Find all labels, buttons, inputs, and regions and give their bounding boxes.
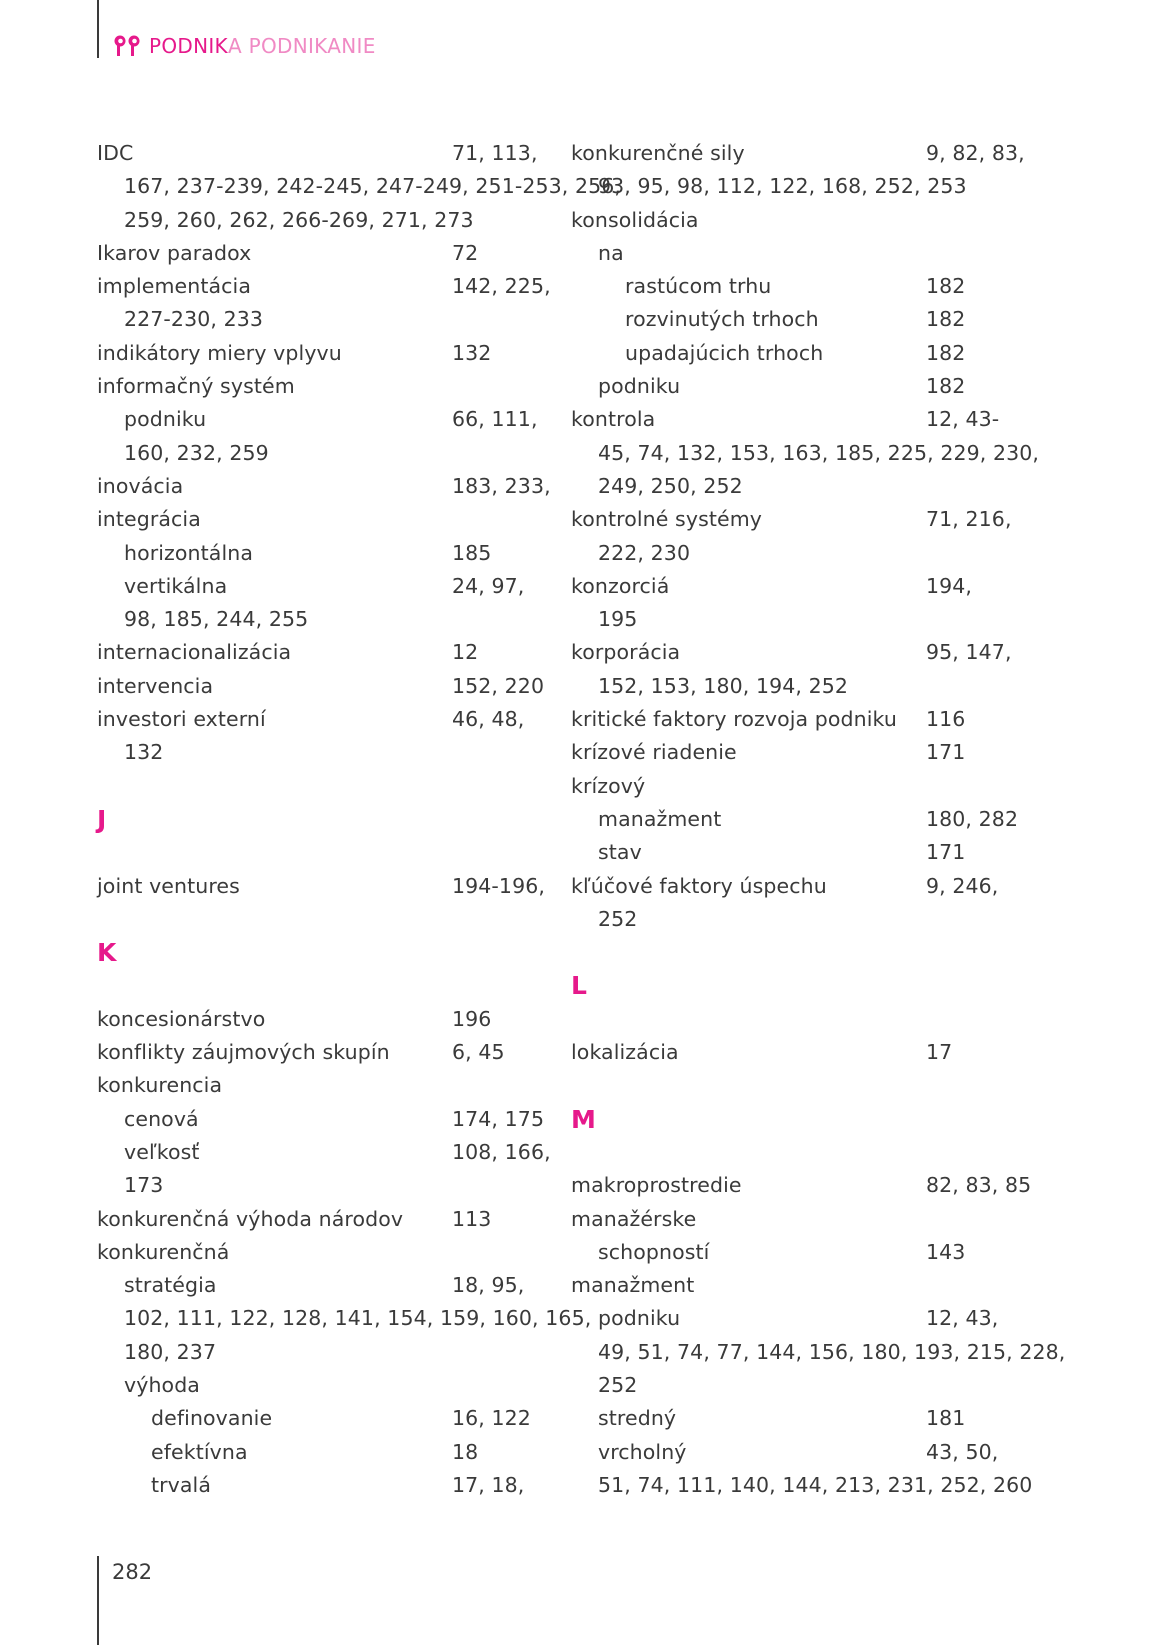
bottom-margin-rule: [97, 1556, 99, 1645]
spacer: [97, 770, 547, 803]
index-page-refs: 182: [926, 374, 966, 399]
index-entry-continuation: 132: [124, 740, 164, 765]
index-entry: [571, 870, 1021, 903]
index-subentry: [571, 1436, 1021, 1469]
index-page-refs: 71, 113,: [452, 141, 538, 165]
index-page-refs: 143: [926, 1239, 966, 1264]
index-term: definovanie: [151, 1406, 273, 1431]
index-subentry: [97, 403, 547, 436]
index-entry: [571, 770, 1021, 803]
index-term: vertikálna: [124, 573, 228, 598]
index-term: inovácia: [97, 473, 184, 498]
index-term: IDC: [97, 141, 134, 165]
index-term: stav: [598, 840, 642, 865]
index-page-refs: 182: [926, 307, 966, 332]
index-entry: [97, 270, 551, 303]
index-entry: [97, 370, 547, 403]
header-title-strong: PODNIK: [149, 34, 228, 58]
index-page-refs: 196: [452, 1006, 492, 1031]
index-column-right: [571, 137, 1066, 1502]
index-page-refs: 108, 166,: [452, 1139, 551, 1164]
index-term: konsolidácia: [571, 207, 699, 232]
index-page-refs: 17, 18,: [452, 1472, 525, 1497]
index-entry: [97, 470, 551, 503]
index-entry-continuation: 45, 74, 132, 153, 163, 185, 225, 229, 230,: [598, 440, 1040, 465]
index-term: rastúcom trhu: [625, 274, 772, 299]
index-entry-continuation: 49, 51, 74, 77, 144, 156, 180, 193, 215, 228,: [598, 1339, 1066, 1364]
index-subentry: [571, 1236, 1021, 1269]
index-page-refs: 72: [452, 240, 479, 265]
index-page-refs: 171: [926, 840, 966, 865]
index-entry-continuation: 98, 185, 244, 255: [124, 607, 309, 632]
index-term: podniku: [598, 374, 681, 399]
spacer: [97, 903, 547, 936]
index-term: koncesionárstvo: [97, 1006, 266, 1031]
index-entry-continuation: 259, 260, 262, 266-269, 271, 273: [124, 207, 474, 232]
index-subentry: [97, 1103, 547, 1136]
index-page-refs: 82, 83, 85: [926, 1173, 1032, 1198]
index-subentry: [571, 836, 1021, 869]
index-page-refs: 18: [452, 1439, 479, 1464]
index-subentry: [571, 270, 1021, 303]
index-entry-continuation: 195: [598, 607, 638, 632]
index-page-refs: 12, 43,: [926, 1306, 999, 1331]
page-number: 282: [112, 1560, 153, 1584]
index-term: konkurenčná výhoda národov: [97, 1206, 404, 1231]
index-term: krízový: [571, 773, 646, 798]
index-entry: [97, 337, 547, 370]
index-page-refs: 185: [452, 540, 492, 565]
index-entry: [571, 636, 1021, 669]
index-page-refs: 194-196,: [452, 873, 545, 898]
index-page-refs: 43, 50,: [926, 1439, 999, 1464]
index-term: internacionalizácia: [97, 640, 292, 665]
index-page-refs: 142, 225,: [452, 274, 551, 299]
index-term: intervencia: [97, 673, 214, 698]
index-entry: [97, 137, 547, 170]
index-term: stredný: [598, 1406, 677, 1431]
index-term: korporácia: [571, 640, 681, 665]
index-term: Ikarov paradox: [97, 240, 252, 265]
index-entry: [571, 1203, 1021, 1236]
index-term: informačný systém: [97, 374, 295, 399]
index-term: konzorciá: [571, 573, 670, 598]
spacer: [571, 1136, 1021, 1169]
index-entry: [97, 1069, 547, 1102]
index-term: podniku: [598, 1306, 681, 1331]
index-subentry: [571, 303, 1021, 336]
index-subentry: [571, 370, 1021, 403]
index-term: indikátory miery vplyvu: [97, 340, 342, 365]
index-entry: [97, 237, 547, 270]
index-entry-continuation: 173: [124, 1173, 164, 1198]
index-subentry: [97, 570, 547, 603]
index-page-refs: 24, 97,: [452, 573, 525, 598]
index-subentry: [571, 803, 1021, 836]
index-entry: [97, 670, 547, 703]
section-letter: K: [97, 938, 117, 968]
index-term: konkurenčné sily: [571, 141, 745, 165]
index-entry: [571, 137, 1025, 170]
header-title-light: A PODNIKANIE: [227, 34, 376, 58]
publisher-logo-icon: [113, 34, 143, 58]
spacer: [571, 1069, 1021, 1102]
index-term: manažment: [571, 1273, 695, 1298]
index-entry-continuation: 227-230, 233: [124, 307, 264, 332]
spacer: [571, 1003, 1021, 1036]
index-entry: [571, 1269, 1021, 1302]
index-term: konflikty záujmových skupín: [97, 1040, 390, 1065]
index-term: investori externí: [97, 707, 266, 732]
index-page-refs: 17: [926, 1040, 953, 1065]
index-page-refs: 16, 122: [452, 1406, 531, 1431]
index-entry-continuation: 222, 230: [598, 540, 691, 565]
index-page-refs: 18, 95,: [452, 1273, 525, 1298]
section-letter: L: [571, 971, 588, 1001]
index-page-refs: 181: [926, 1406, 966, 1431]
index-entry: [97, 503, 547, 536]
index-subentry: [571, 237, 1021, 270]
index-term: joint ventures: [97, 873, 240, 898]
spacer: [97, 836, 547, 869]
index-page-refs: 71, 216,: [926, 507, 1012, 532]
index-subentry: [97, 537, 547, 570]
index-entry: [571, 736, 1021, 769]
index-term: vrcholný: [598, 1439, 687, 1464]
index-subentry: [97, 1269, 547, 1302]
index-term: schopností: [598, 1239, 710, 1264]
index-entry: [571, 403, 1021, 436]
index-term: výhoda: [124, 1372, 200, 1397]
spacer: [571, 936, 1021, 969]
index-page-refs: 182: [926, 340, 966, 365]
index-page-refs: 12: [452, 640, 479, 665]
index-term: kritické faktory rozvoja podniku: [571, 707, 897, 732]
index-subentry: [97, 1436, 547, 1469]
top-margin-rule: [97, 0, 99, 58]
index-term: integrácia: [97, 507, 201, 532]
index-term: kľúčové faktory úspechu: [571, 873, 827, 898]
index-term: rozvinutých trhoch: [625, 307, 819, 332]
index-entry-continuation: 167, 237-239, 242-245, 247-249, 251-253, 256,: [124, 174, 622, 199]
index-subentry: [97, 1469, 547, 1502]
index-term: efektívna: [151, 1439, 248, 1464]
index-term: makroprostredie: [571, 1173, 742, 1198]
index-entry: [571, 503, 1021, 536]
index-entry: [571, 204, 1021, 237]
spacer: [97, 969, 547, 1002]
index-entry: [97, 1236, 547, 1269]
index-term: podniku: [124, 407, 207, 432]
index-term: kontrola: [571, 407, 656, 432]
index-subentry: [97, 1369, 547, 1402]
index-term: veľkosť: [124, 1139, 200, 1164]
index-term: lokalizácia: [571, 1040, 679, 1065]
index-subentry: [97, 1136, 551, 1169]
index-page-refs: 194,: [926, 573, 973, 598]
index-entry-continuation: 152, 153, 180, 194, 252: [598, 673, 849, 698]
index-entry: [571, 1169, 1032, 1202]
index-page-refs: 180, 282: [926, 806, 1019, 831]
index-subentry: [97, 1402, 547, 1435]
index-entry-continuation: 180, 237: [124, 1339, 217, 1364]
index-entry-continuation: 249, 250, 252: [598, 473, 743, 498]
index-entry: [97, 870, 547, 903]
index-page-refs: 9, 82, 83,: [926, 141, 1025, 165]
index-entry-continuation: 93, 95, 98, 112, 122, 168, 252, 253: [598, 174, 967, 199]
index-term: na: [598, 240, 624, 265]
index-entry-continuation: 252: [598, 1372, 638, 1397]
index-entry: [571, 703, 1021, 736]
index-subentry: [571, 1402, 1021, 1435]
index-page-refs: 95, 147,: [926, 640, 1012, 665]
index-page-refs: 113: [452, 1206, 492, 1231]
index-page-refs: 183, 233,: [452, 473, 551, 498]
index-term: manažment: [598, 806, 722, 831]
index-page-refs: 132: [452, 340, 492, 365]
index-page-refs: 116: [926, 707, 966, 732]
index-term: implementácia: [97, 274, 251, 299]
section-letter: J: [97, 804, 107, 834]
index-term: cenová: [124, 1106, 199, 1131]
index-entry-continuation: 51, 74, 111, 140, 144, 213, 231, 252, 260: [598, 1472, 1033, 1497]
index-term: manažérske: [571, 1206, 697, 1231]
index-entry: [571, 570, 1021, 603]
index-term: konkurencia: [97, 1073, 223, 1098]
index-entry: [571, 1036, 1021, 1069]
index-term: konkurenčná: [97, 1239, 230, 1264]
index-term: trvalá: [151, 1472, 212, 1497]
index-page-refs: 152, 220: [452, 673, 545, 698]
index-term: stratégia: [124, 1273, 217, 1298]
index-entry-continuation: 160, 232, 259: [124, 440, 269, 465]
index-subentry: [571, 1302, 1021, 1335]
index-subentry: [571, 337, 1021, 370]
running-header: [113, 34, 376, 58]
index-term: horizontálna: [124, 540, 254, 565]
index-page-refs: 174, 175: [452, 1106, 545, 1131]
index-entry: [97, 1036, 547, 1069]
index-page-refs: 66, 111,: [452, 407, 538, 432]
index-term: kontrolné systémy: [571, 507, 762, 532]
index-entry-continuation: 252: [598, 906, 638, 931]
index-term: upadajúcich trhoch: [625, 340, 824, 365]
index-page-refs: 182: [926, 274, 966, 299]
index-entry: [97, 1003, 547, 1036]
index-page-refs: 6, 45: [452, 1040, 505, 1065]
index-entry: [97, 636, 547, 669]
index-page-refs: 46, 48,: [452, 707, 525, 732]
index-page-refs: 171: [926, 740, 966, 765]
index-entry: [97, 703, 547, 736]
index-term: krízové riadenie: [571, 740, 737, 765]
index-page-refs: 12, 43-: [926, 407, 1000, 432]
index-entry-continuation: 102, 111, 122, 128, 141, 154, 159, 160, 165,: [124, 1306, 592, 1331]
index-page-refs: 9, 246,: [926, 873, 999, 898]
index-entry: [97, 1203, 547, 1236]
section-letter: M: [571, 1104, 596, 1134]
